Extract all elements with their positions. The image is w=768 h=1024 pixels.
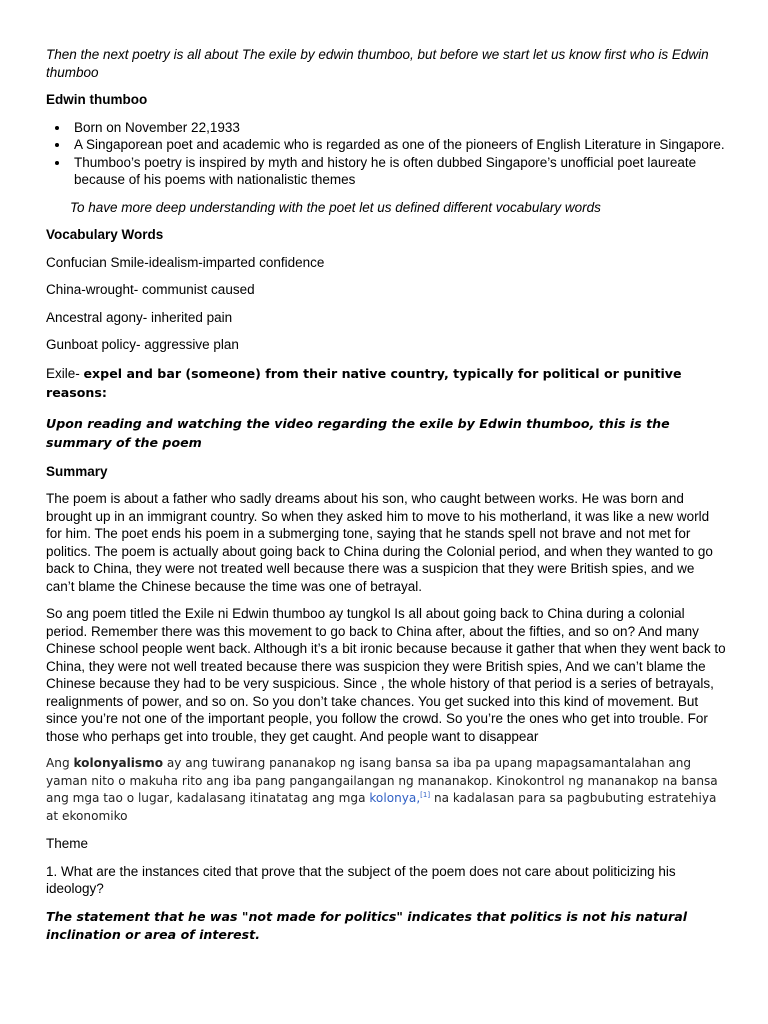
summary-heading: Summary: [46, 463, 108, 479]
exile-term: Exile-: [46, 365, 84, 381]
vocab-item: China-wrought- communist caused: [46, 282, 255, 297]
bio-item: • Thumboo’s poetry is inspired by myth and history he is often dubbed Singapore’s unofficial poet laureate because of his poems with nationalistic themes: [70, 154, 726, 189]
answer-1: The statement that he was "not made for politics" indicates that politics is not his natural inclination or area of interest.: [46, 908, 688, 942]
footnote-ref[interactable]: [1]: [420, 790, 431, 799]
question-1: 1. What are the instances cited that prove that the subject of the poem does not care about politicizing his ideology?: [46, 863, 676, 896]
bio-list: [46, 119, 726, 189]
tagalog-post: na kadalasan para sa pagbubuting estratehiya at ekonomiko: [46, 791, 717, 823]
intro-paragraph: Then the next poetry is all about The exile by edwin thumboo, but before we start let us know first who is Edwin thumboo: [46, 47, 709, 80]
exile-meaning: expel and bar (someone) from their native country, typically for political or punitive reasons:: [46, 365, 682, 400]
vocab-intro: To have more deep understanding with the poet let us defined different vocabulary words: [70, 199, 601, 215]
tagalog-pre: Ang: [46, 756, 74, 770]
summary-paragraph-2: So ang poem titled the Exile ni Edwin thumboo ay tungkol Is all about going back to China during a colonial period. Remember there was this movement to go back to China after, about the fifties, and so on? And many Chinese school people went back. Although it’s a bit ironic because because it gather that when they went back to China, they were not well treated because there was suspicion they were British spies, And we can’t blame the Chinese because they had to be very suspicious. Since , the whole history of that period is a series of betrayals, realignments of power, and so on. So you don’t take chances. You get sucked into this kind of movement. But since you’re not one of the important people, you follow the crowd. So you’re the ones who get into trouble. For those who perhaps get into trouble, they get caught. And people want to disappear: [46, 606, 726, 744]
vocab-heading: Vocabulary Words: [46, 227, 164, 242]
tagalog-paragraph: [46, 755, 726, 825]
summary-intro: Upon reading and watching the video regarding the exile by Edwin thumboo, this is the summary of the poem: [46, 415, 670, 450]
summary-paragraph-1: The poem is about a father who sadly dreams about his son, who caught between works. He was born and brought up in an immigrant country. So when they asked him to move to his motherland, it was like a new world for him. The poet ends his poem in a submerging tone, saying that he stands spell not brave and not met for politics. The poem is actually about going back to China during the Colonial period, and when they wanted to go back to China, they were not treated well because there was a suspicion that they were British spies, and we can’t blame the Chinese because the time was one of betrayal.: [46, 491, 713, 594]
vocab-item: Gunboat policy- aggressive plan: [46, 337, 239, 352]
vocab-item: Ancestral agony- inherited pain: [46, 309, 233, 325]
vocab-item: Confucian Smile-idealism-imparted confidence: [46, 254, 325, 270]
bio-item: • A Singaporean poet and academic who is regarded as one of the pioneers of English Literature in Singapore.: [70, 136, 726, 154]
document-body: [46, 46, 726, 944]
tagalog-term: kolonyalismo: [73, 756, 164, 770]
tagalog-mid: ay ang tuwirang pananakop ng isang bansa sa iba pa upang mapagsamantalahan ang yaman nito o makuha rito ang iba pang pangangailangan ng mananakop. Kinokontrol ng mananakop na bansa ang mga tao o lugar, kadalasang itinatatag ang mga: [46, 756, 718, 805]
bio-heading: Edwin thumboo: [46, 92, 148, 107]
bio-item: • Born on November 22,1933: [70, 119, 726, 137]
kolonya-link[interactable]: kolonya,: [369, 791, 421, 805]
theme-heading: Theme: [46, 836, 89, 851]
exile-definition: [46, 364, 726, 403]
